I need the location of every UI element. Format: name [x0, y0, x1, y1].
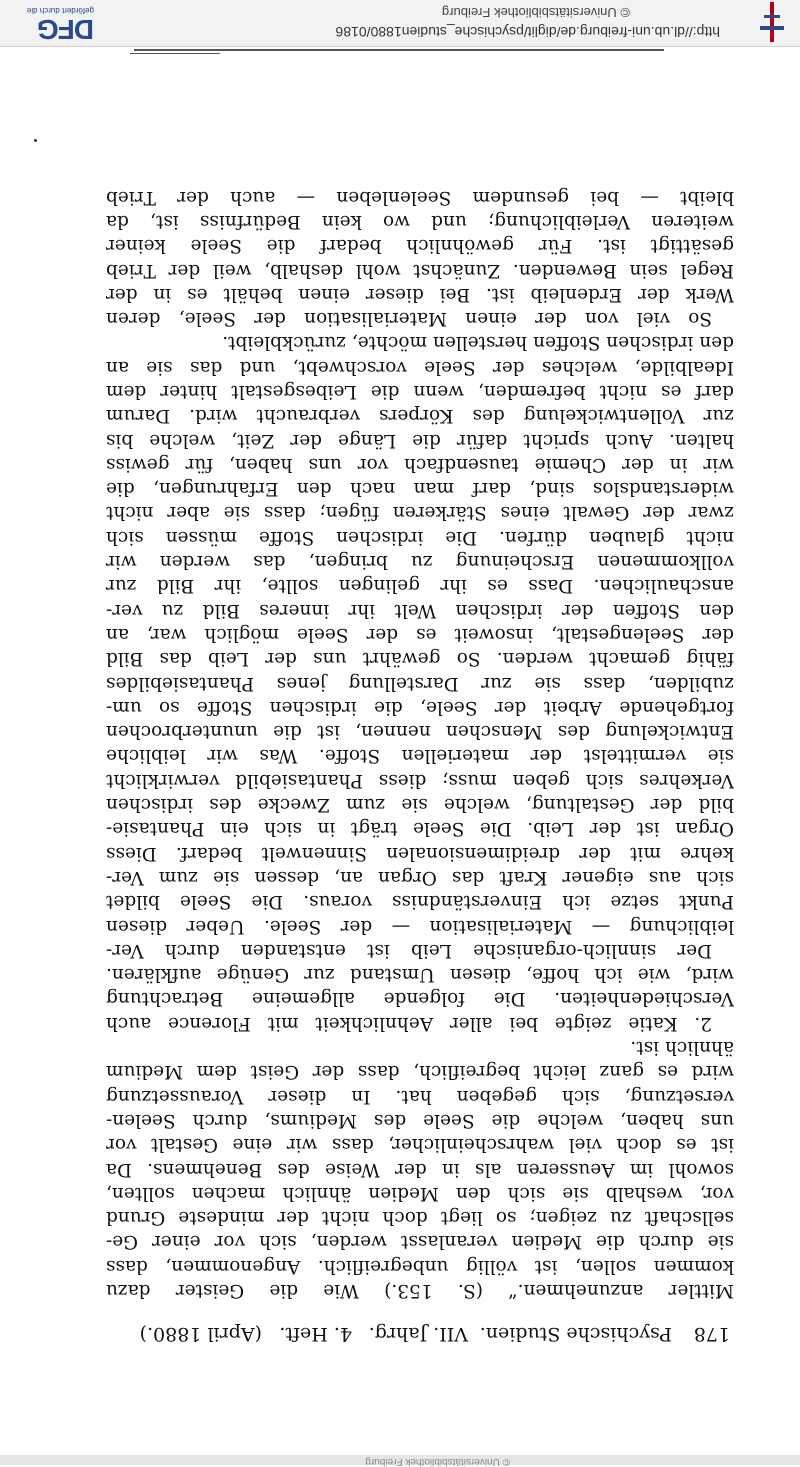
running-head [60, 1321, 730, 1345]
text-line: gesättigt ist. Für gewöhnlich bedarf die Seele keiner [106, 235, 734, 257]
text-line: Mittler anzunehmen.“ (S. 153.) Wie die Geister dazu [106, 1280, 734, 1301]
text-line: sie vermittelst der materiellen Stoffe. Was wir leibliche [106, 745, 734, 767]
body-text [106, 184, 734, 1302]
text-line: kehre mit der dreidimensionalen Sinnenwelt bedarf. Diess [106, 842, 734, 864]
page-edge-rule [134, 49, 664, 51]
document-url[interactable]: http://dl.ub.uni-freiburg.de/diglit/psychische_studien1880/0186 [335, 24, 720, 40]
text-line: sie durch die Medien veranlasst werden, sich vor einer Ge- [106, 1231, 734, 1253]
text-line: vollkommenen Erscheinung zu bringen, das werden wir [106, 551, 734, 573]
page-number: 178 [693, 1323, 730, 1345]
bottom-library-credit: © Universitätsbibliothek Freiburg [365, 1456, 510, 1467]
text-line: Verkehres sich geben muss; diess Phantasiebild verwirklicht [106, 769, 734, 791]
text-line: den irdischen Stoffen herstellen möchte, zurückbleibt. [222, 332, 734, 354]
text-line: sich aus eigener Kraft das Organ an, dessen sie zum Ver- [106, 866, 734, 888]
text-line: den Stoffen der irdischen Welt ihr inneres Bild zu ver- [106, 599, 734, 621]
text-line: vor, weshalb sie sich den Medien ähnlich machen sollten, [106, 1182, 734, 1204]
text-line: fähig gemacht werden. So gewährt uns der Leib das Bild [106, 648, 734, 670]
text-line: Verschiedenheiten. Die folgende allgemeine Betrachtung [106, 988, 734, 1010]
text-line: bild der Gestaltung, welche sie zum Zwecke des irdischen [106, 794, 734, 816]
issue-date: (April 1880.) [139, 1323, 262, 1345]
text-line: ist es doch viel wahrscheinlicher, dass wir eine Gestalt vor [106, 1134, 734, 1156]
text-line: widerstandslos sind, darf man nach den Erfahrungen, die [106, 478, 734, 500]
university-logo-icon [750, 0, 794, 44]
text-line: Organ ist der Leib. Die Seele trägt in sich ein Phantasie- [106, 818, 734, 840]
text-line: der Seelengestalt, insoweit es der Seele möglich war, an [106, 623, 734, 645]
text-line: zwar der Gewalt eines Stärkeren fügen; dass sie aber nicht [106, 502, 734, 524]
text-line: nicht glauben dürfen. Die irdischen Stoffe müssen sich [106, 526, 734, 548]
text-line: wir in der Chemie tausendfach vor uns haben, für gewiss [106, 453, 734, 475]
text-line: sowohl im Aeusseren als in der Weise des Benehmens. Da [106, 1158, 734, 1180]
text-line: bleibt — bei gesundem Seelenleben — auch der Trieb [106, 186, 734, 208]
ink-speck [34, 139, 37, 142]
text-line: halten. Auch spricht dafür die Länge der Zeit, welche bis [106, 429, 734, 451]
text-line: So viel von der einen Materialisation der Seele, deren [106, 308, 712, 330]
text-line: sellschaft zu zeigen; so liegt doch nicht der mindeste Grund [106, 1207, 734, 1229]
text-line: 2. Katie zeigte bei aller Aehnlichkeit mit Florence auch [106, 1012, 712, 1034]
page-edge-rule [130, 53, 220, 54]
journal-title: Psychische Studien. [479, 1323, 672, 1345]
text-line: wird, wie ich hoffe, diesen Umstand zur Genüge aufklären. [106, 964, 734, 986]
text-line: leiblichung — Materialisation — der Seele. Ueber diesen [106, 915, 734, 937]
library-credit: © Universitätsbibliothek Freiburg [441, 5, 630, 20]
text-line: weiteren Verleiblichung; und wo kein Bedürfniss ist, da [106, 210, 734, 232]
text-line: Regel sein Bewenden. Zunächst wohl deshalb, weil der Trieb [106, 259, 734, 281]
text-line: uns haben, welche die Seele des Mediums, durch Seelen- [106, 1109, 734, 1131]
dfg-logo [10, 3, 94, 43]
text-line: zubilden, dass sie zur Darstellung jenes Phantasiebildes [106, 672, 734, 694]
text-line: Der sinnlich-organische Leib ist entstanden durch Ver- [106, 939, 712, 961]
text-line: Idealbilde, welches der Seele vorschwebt, und das sie an [106, 356, 734, 378]
viewer-bottom-strip [0, 1455, 800, 1465]
text-line: versetzung, sich gegeben hat. In dieser Voraussetzung [106, 1085, 734, 1107]
text-line: zur Vollentwickelung des Körpers verbraucht wird. Darum [106, 405, 734, 427]
text-line: wird es ganz leicht begreiflich, dass der Geist dem Medium [106, 1061, 734, 1083]
text-line: kommen sollen, ist völlig unbegreiflich. Angenommen, dass [106, 1255, 734, 1277]
text-line: Entwickelung des Menschen nennen, ist die ununterbrochen [106, 721, 734, 743]
text-line: anschaulichen. Dass es ihr gelingen sollte, ihr Bild zur [106, 575, 734, 597]
text-line: Punkt setze ich Einverständniss voraus. Die Seele bildet [106, 891, 734, 913]
dfg-logo-subtitle: gefördert durch die [26, 6, 94, 15]
text-line: ähnlich ist. [630, 1037, 734, 1059]
text-line: darf es nicht befremden, wenn die Leibesgestalt hinter dem [106, 381, 734, 403]
issue: 4. Heft. [279, 1323, 352, 1345]
dfg-logo-mark: DFG [37, 14, 94, 45]
text-line: Werk der Erdenleib ist. Bei dieser einen behält es in der [106, 283, 734, 305]
volume: VII. Jahrg. [368, 1323, 468, 1345]
viewer-header-bar [0, 0, 800, 47]
text-line: fortgehende Arbeit der Seele, die irdischen Stoffe so um- [106, 696, 734, 718]
